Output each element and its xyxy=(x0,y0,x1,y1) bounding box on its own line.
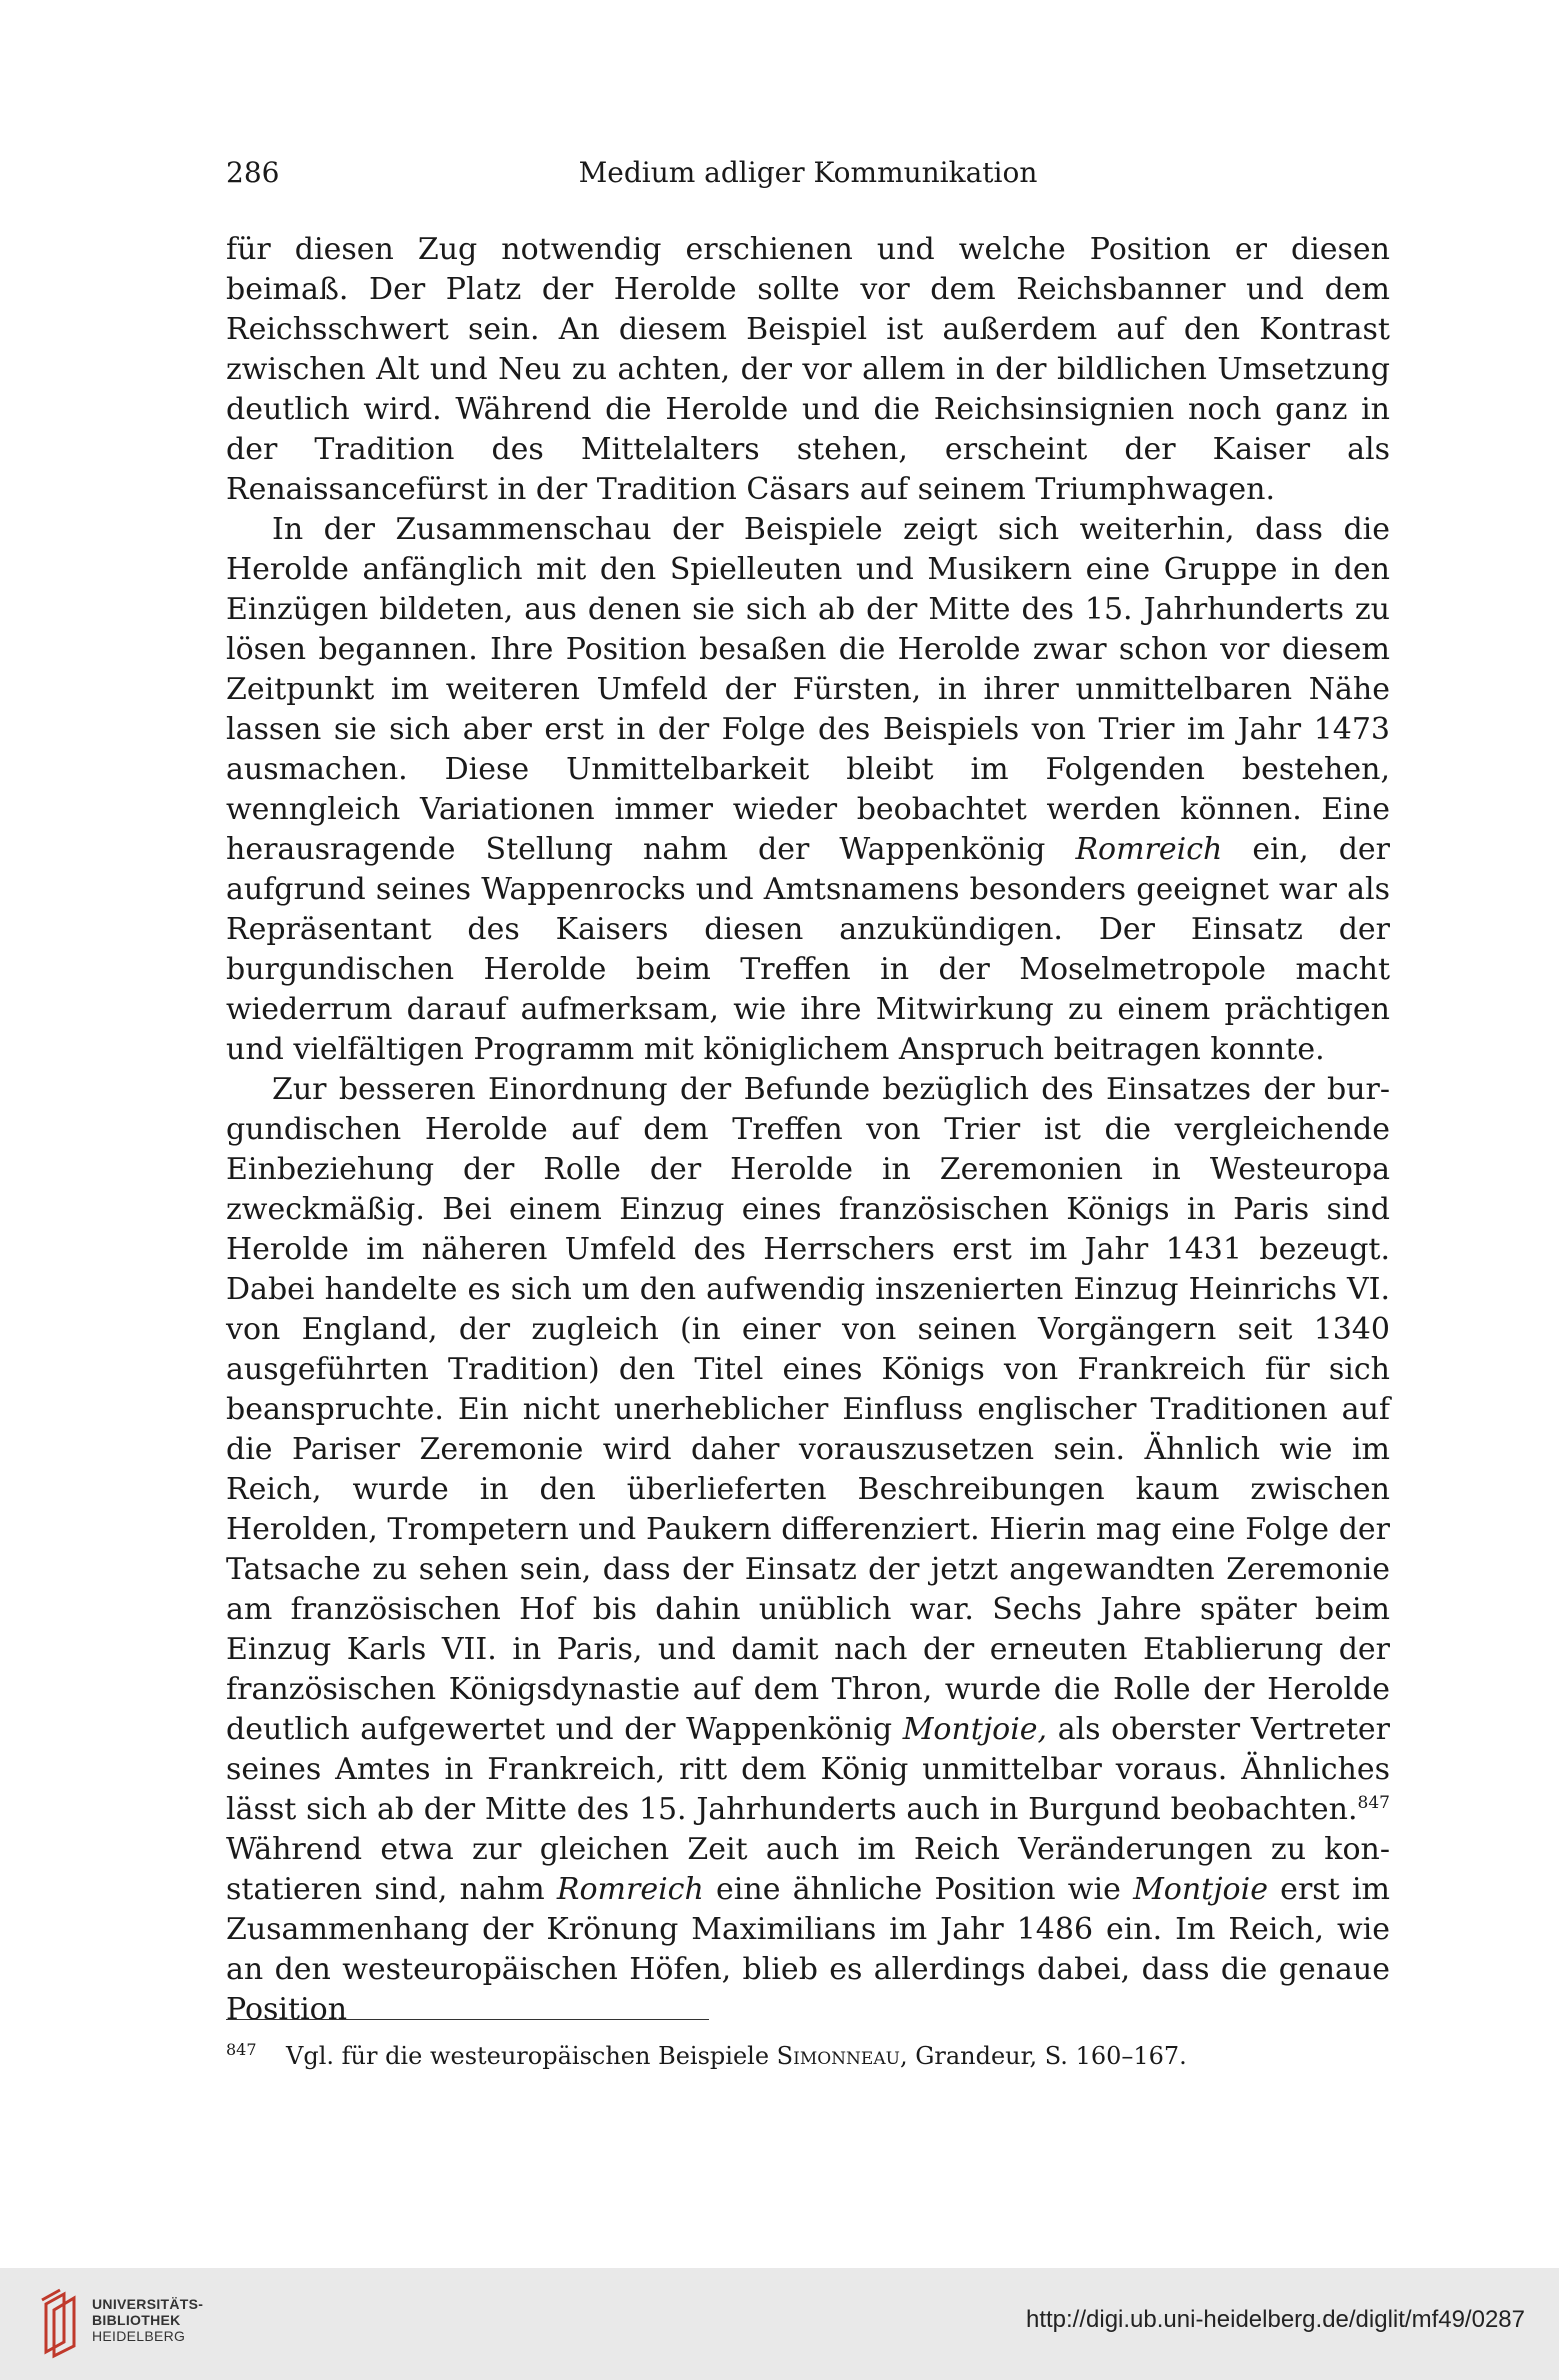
paragraph-1: für diesen Zug notwendig erschienen und welche Position er diesen beimaß. Der Platz der Herolde sollte vor dem Reichsbanner und dem Reichsschwert sein. An diesem Beispiel ist außerdem auf den Kontrast zwischen Alt und Neu zu achten, der vor allem in der bildlichen Umsetzung deutlich wird. Während die Herolde und die Reichsinsignien noch ganz in der Tradition des Mittelalters stehen, erscheint der Kaiser als Renaissancefürst in der Tradition Cäsars auf seinem Triumphwagen. xyxy=(226,232,1390,507)
running-title: Medium adliger Kommunikation xyxy=(578,156,1038,189)
paragraph-3: Zur besseren Einordnung der Befunde bezüglich des Einsatzes der burgundischen Herolde auf dem Treffen von Trier ist die vergleichende Einbeziehung der Rolle der Herolde in Zeremonien in Westeuropa zweckmäßig. Bei einem Einzug eines französischen Königs in Paris sind Herolde im näheren Umfeld des Herrschers erst im Jahr 1431 bezeugt. Dabei handelte es sich um den aufwendig inszenierten Einzug Heinrichs VI. von England, der zugleich (in einer von seinen Vorgängern seit 1340 ausgeführten Tradition) den Titel eines Königs von Frankreich für sich beanspruchte. Ein nicht unerheblicher Einfluss englischer Traditionen auf die Pariser Zeremonie wird daher vorauszusetzen sein. Ähnlich wie im Reich, wurde in den überlieferten Beschreibungen kaum zwischen Herolden, Trompetern und Paukern differenziert. Hierin mag eine Folge der Tatsache zu sehen sein, dass der Einsatz der jetzt angewandten Zeremonie am französischen Hof bis dahin unüblich war. Sechs Jahre später beim Einzug Karls VII. in Paris, und damit nach der erneuten Etablierung der französischen Königsdynastie auf dem Thron, wurde die Rolle der Herolde deutlich aufgewertet und der Wappenkönig Montjoie, als oberster Vertreter seines Amtes in Frankreich, ritt dem König unmittelbar voraus. Ähnliches lässt sich ab der Mitte des 15. Jahrhunderts auch in Burgund beobachten.$^{847}$ Während etwa zur gleichen Zeit auch im Reich Veränderungen zu konstatieren sind, nahm Romreich eine ähnliche Position wie Montjoie erst im Zusammenhang der Krönung Maximilians im Jahr 1486 ein. Im Reich, wie an den westeuropäischen Höfen, blieb es allerdings dabei, dass die genaue Position xyxy=(226,1072,1391,2027)
footnote-rule xyxy=(226,2019,709,2020)
emphasis-montjoie: Montjoie xyxy=(1133,1872,1268,1907)
emphasis-montjoie: Montjoie, xyxy=(902,1712,1048,1747)
permalink-url[interactable]: http://digi.ub.uni-heidelberg.de/diglit/mf49/0287 xyxy=(1025,2306,1525,2333)
emphasis-romreich: Romreich xyxy=(556,1872,704,1907)
emphasis-romreich: Romreich xyxy=(1075,832,1223,867)
paragraph-2: In der Zusammenschau der Beispiele zeigt sich weiterhin, dass die Herolde anfänglich mit den Spielleuten und Musikern eine Gruppe in den Einzügen bildeten, aus denen sie sich ab der Mitte des 15. Jahrhunderts zu lösen begannen. Ihre Position besaßen die Herolde zwar schon vor diesem Zeitpunkt im weiteren Umfeld der Fürsten, in ihrer unmittelbaren Nähe lassen sie sich aber erst in der Folge des Beispiels von Trier im Jahr 1473 ausmachen. Diese Unmittelbarkeit bleibt im Folgenden bestehen, wenngleich Variationen immer wieder beobachtet werden können. Eine herausragende Stellung nahm der Wappenkönig Romreich ein, der aufgrund seines Wappenrocks und Amtsnamens besonders geeignet war als Repräsentant des Kaisers diesen anzukündigen. Der Einsatz der burgundischen Herolde beim Treffen in der Moselmetropole macht wiederrum darauf aufmerksam, wie ihre Mitwirkung zu einem prächtigen und vielfältigen Programm mit königlichem Anspruch beitragen konnte. xyxy=(226,512,1390,1067)
running-head xyxy=(226,153,1390,193)
footnote-author: Simonneau xyxy=(776,2042,900,2070)
page-number: 286 xyxy=(226,156,280,189)
library-logo-icon xyxy=(34,2282,94,2362)
footer-bar xyxy=(0,2268,1559,2380)
body-text xyxy=(226,230,1390,2030)
footnote-number: 847 xyxy=(226,2040,257,2059)
footnote-reference[interactable]: 847 xyxy=(1357,1793,1390,1813)
footnote-text: Vgl. für die westeuropäischen Beispiele Simonneau, Grandeur, S. 160–167. xyxy=(286,2042,1187,2070)
library-name: UNIVERSITÄTS- BIBLIOTHEK HEIDELBERG xyxy=(92,2296,204,2344)
